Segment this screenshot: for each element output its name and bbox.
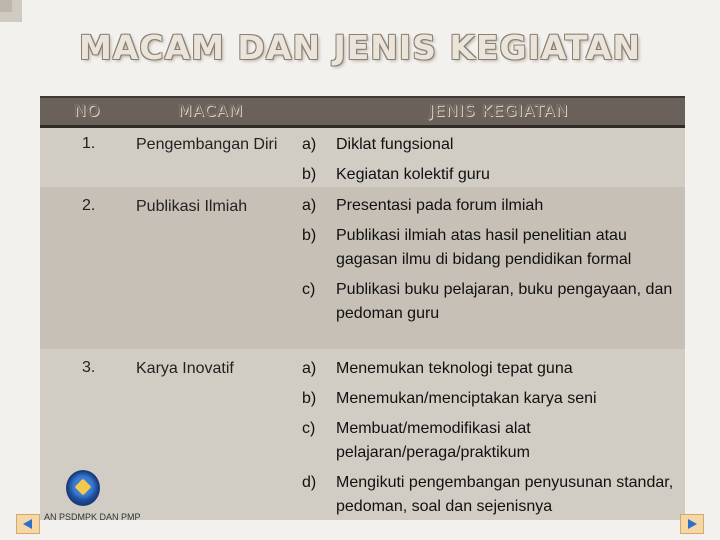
list-item [302,278,682,326]
next-slide-button[interactable] [680,514,704,534]
item-text: Menemukan teknologi tepat guna [336,360,573,377]
item-text: Publikasi ilmiah atas hasil penelitian atau gagasan ilmu di bidang pendidikan formal [336,227,632,268]
item-marker: a) [302,136,317,153]
header-no: NO [74,101,101,120]
row-macam: Publikasi Ilmiah [136,198,248,215]
header-jenis-kegiatan: JENIS KEGIATAN [429,101,569,120]
item-text: Publikasi buku pelajaran, buku pengayaan, dan pedoman guru [336,281,673,322]
list-item [302,133,682,157]
row-macam: Karya Inovatif [136,360,234,377]
list-item [302,417,682,465]
item-marker: b) [302,390,317,407]
item-marker: a) [302,360,317,377]
table-row [40,187,685,349]
list-item [302,194,682,218]
item-marker: b) [302,227,317,244]
list-item [302,357,682,381]
corner-decoration [0,0,22,22]
item-text: Diklat fungsional [336,136,454,153]
item-text: Kegiatan kolektif guru [336,166,490,183]
item-marker: c) [302,281,316,298]
item-text: Membuat/memodifikasi alat pelajaran/peraga/praktikum [336,420,531,461]
item-text: Presentasi pada forum ilmiah [336,197,544,214]
item-marker: d) [302,474,317,491]
footer-text: AN PSDMPK DAN PMP [44,512,141,522]
row-number: 1. [82,135,96,152]
activity-table [40,96,685,520]
institution-logo-icon [66,470,100,506]
row-macam: Pengembangan Diri [136,136,278,153]
list-item [302,471,682,519]
row-number: 3. [82,359,96,376]
previous-slide-button[interactable] [16,514,40,534]
slide-title: MACAM DAN JENIS KEGIATAN [78,28,642,67]
table-row [40,349,685,520]
table-row [40,128,685,187]
list-item [302,224,682,272]
previous-slide-icon [17,515,39,533]
list-item [302,163,682,187]
item-marker: c) [302,420,316,437]
row-items [302,194,682,332]
item-text: Menemukan/menciptakan karya seni [336,390,597,407]
row-items [302,133,682,193]
list-item [302,387,682,411]
item-text: Mengikuti pengembangan penyusunan standar, pedoman, soal dan sejenisnya [336,474,674,515]
item-marker: b) [302,166,317,183]
header-macam: MACAM [178,101,244,120]
table-header [40,96,685,128]
row-number: 2. [82,197,96,214]
next-slide-icon [681,515,703,533]
row-items [302,357,682,525]
item-marker: a) [302,197,317,214]
